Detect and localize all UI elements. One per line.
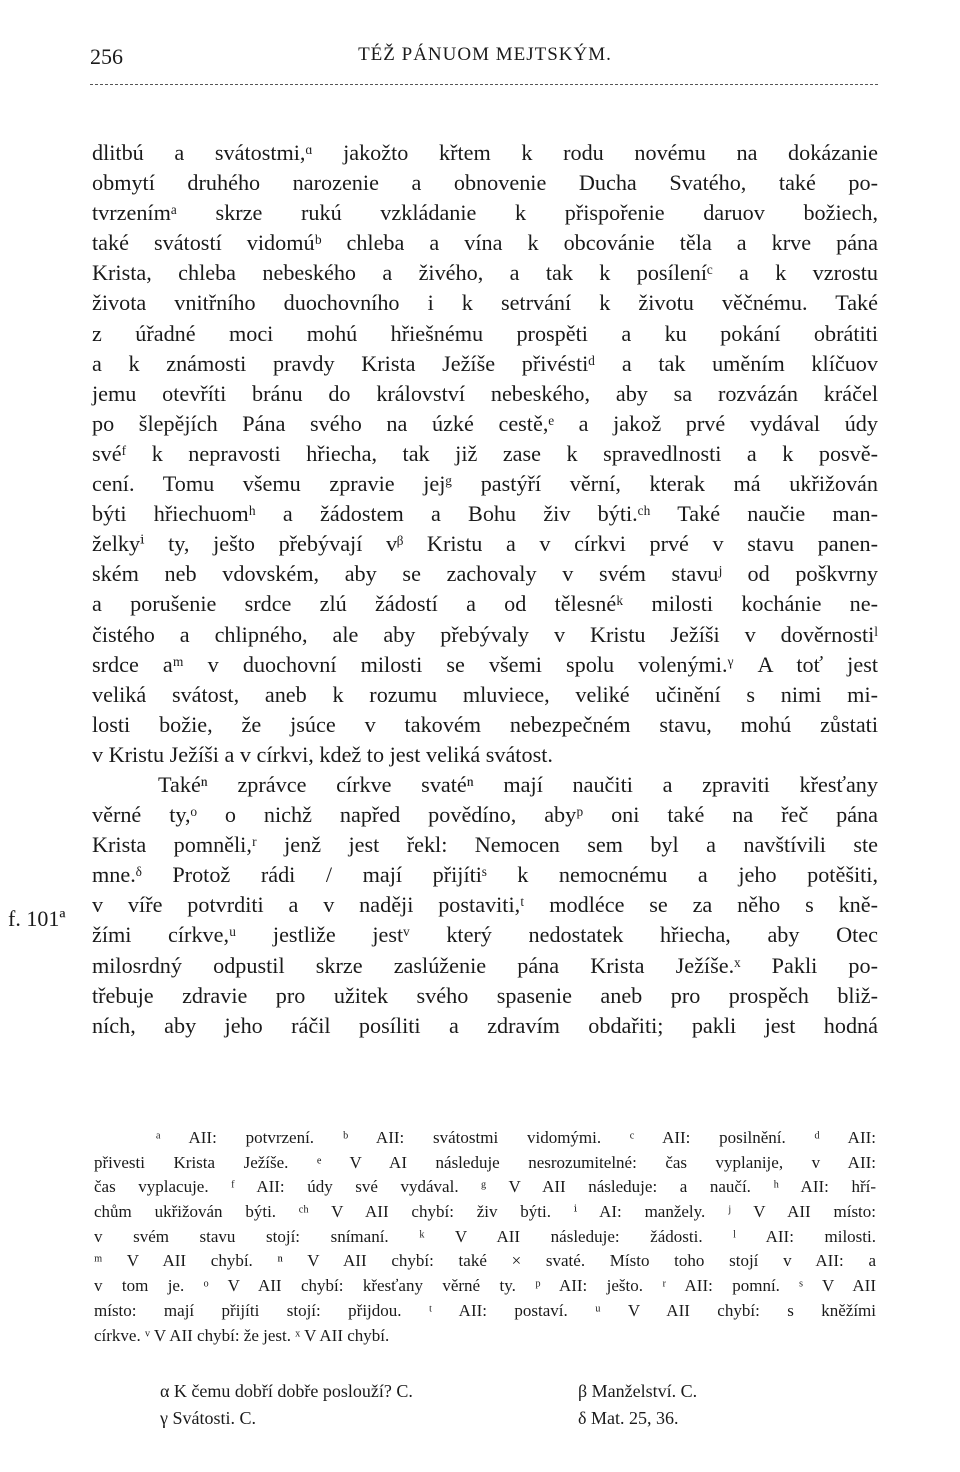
marginal-glosses: [160, 1378, 760, 1432]
footnote-line: ᵐ V AII chybí. ⁿ V AII chybí: také × svaté. Místo toho stojí v AII: a: [94, 1251, 876, 1271]
text-line: také svátostí vidomúᵇ chleba a vína k obcovánie těla a krve pána: [92, 230, 878, 256]
text-line: veliká svátost, aneb k rozumu mluviece, veliké učinění s nimi mi-: [92, 681, 878, 707]
text-line: jemu otevříti bránu do království nebeského, aby sa rozvázán kráčel: [92, 380, 878, 406]
text-line: v Kristu Ježíši a v církvi, kdež to jest veliká svátost.: [92, 741, 553, 767]
text-line: po šlepějích Pána svého na úzké cestě,ᵉ a jakož prvé vydával údy: [92, 410, 878, 436]
text-line: losti božie, že jsúce v takovém nebezpečném stavu, mohú zůstati: [92, 711, 878, 737]
footnote-line: přivesti Krista Ježíše. ᵉ V AI následuje nesrozumitelné: čas vyplanije, v AII:: [94, 1152, 876, 1172]
text-line: Takéⁿ zprávce církve svatéⁿ mají naučiti a zpraviti křesťany: [158, 771, 878, 797]
text-line: a k známosti pravdy Krista Ježíše přivéstiᵈ a tak uměním klíčuov: [92, 350, 878, 376]
text-line: čistého a chlipného, ale aby přebývaly v Kristu Ježíši v dověrnostiˡ: [92, 621, 878, 647]
footnote-line: ᵃ AII: potvrzení. ᵇ AII: svátostmi vidomými. ᶜ AII: posilnění. ᵈ AII:: [156, 1128, 876, 1147]
gloss-row: [160, 1405, 760, 1432]
gloss-alpha: α K čemu dobří dobře poslouží? C.: [160, 1381, 413, 1401]
main-text: [92, 138, 878, 1041]
text-line: věrné ty,ᵒ o nichž napřed povědíno, abyᵖ oni také na řeč pána: [92, 802, 878, 828]
running-title: TÉŽ PÁNUOM MEJTSKÝM.: [358, 44, 612, 65]
gloss-delta: δ Mat. 25, 36.: [578, 1408, 679, 1428]
gloss-beta: β Manželství. C.: [578, 1381, 698, 1401]
text-line: dlitbú a svátostmi,ᵅ jakožto křtem k rodu novému na dokázanie: [92, 140, 878, 165]
text-line: z úřadné moci mohú hřiešnému prospěti a ku pokání obrátiti: [92, 320, 878, 346]
footnote-line: v svém stavu stojí: snímaní. ᵏ V AII následuje: žádosti. ˡ AII: milosti.: [94, 1226, 876, 1246]
page-number: 256: [90, 44, 123, 69]
text-line: obmytí druhého narozenie a obnovenie Ducha Svatého, také po-: [92, 170, 878, 196]
footnote-line: místo: mají přijíti stojí: přijdou. ᵗ AII: postaví. ᵘ V AII chybí: s kněžími: [94, 1300, 876, 1320]
text-line: svéᶠ k nepravosti hřiecha, tak již zase k spravedlnosti a k posvě-: [92, 440, 878, 466]
gloss-row: [160, 1378, 760, 1405]
text-line: tvrzenímᵃ skrze rukú vzkládanie k přispořenie daruov božiech,: [92, 200, 878, 226]
text-line: býti hřiechuomʰ a žádostem a Bohu živ býti.ᶜʰ Také naučie man-: [92, 501, 878, 527]
text-line: cení. Tomu všemu zpravie jejᵍ pastýří věrní, kterak má ukřižován: [92, 471, 878, 497]
text-line: v víře potvrditi a v naději postaviti,ᵗ modléce se za něho s kně-: [92, 892, 878, 918]
footnote-line: církve. ᵛ V AII chybí: že jest. ˣ V AII chybí.: [94, 1325, 390, 1345]
footnote-line: čas vyplacuje. ᶠ AII: údy své vydával. ᵍ V AII následuje: a naučí. ʰ AII: hří-: [94, 1177, 876, 1197]
text-line: želkyⁱ ty, ješto přebývají vᵝ Kristu a v církvi prvé v stavu panen-: [92, 531, 878, 557]
footnote-line: v tom je. ᵒ V AII chybí: křesťany věrné ty. ᵖ AII: ješto. ʳ AII: pomní. ˢ V AII: [94, 1276, 876, 1296]
header-divider: [90, 84, 878, 85]
text-line: milosrdný odpustil skrze zaslúženie pána Krista Ježíše.ˣ Pakli po-: [92, 952, 878, 978]
text-line: života vnitřního duochovního i k setrvání k životu věčnému. Také: [92, 290, 878, 316]
page-header: [90, 44, 880, 74]
text-line: mne.ᵟ Protož rádi / mají přijítiˢ k nemocnému a jeho potěšiti,: [92, 862, 878, 888]
gloss-gamma: γ Svátosti. C.: [160, 1408, 256, 1428]
text-line: ních, aby jeho ráčil posíliti a zdravím obdařiti; pakli jest hodná: [92, 1012, 878, 1038]
text-line: třebuje zdravie pro užitek svého spasenie aneb pro prospěch bliž-: [92, 982, 878, 1008]
text-line: žími církve,ᵘ jestliže jestᵛ který nedostatek hřiecha, aby Otec: [92, 922, 878, 948]
text-line: Krista, chleba nebeského a živého, a tak k posíleníᶜ a k vzrostu: [92, 260, 878, 286]
text-line: ském neb vdovském, aby se zachovaly v svém stavuʲ od poškvrny: [92, 561, 878, 587]
footnote-line: chům ukřižován býti. ᶜʰ V AII chybí: živ býti. ⁱ AI: manžely. ʲ V AII místo:: [94, 1202, 876, 1222]
folio-marginal-note: f. 101ª: [8, 906, 66, 931]
critical-apparatus: [94, 1126, 876, 1348]
text-line: a porušenie srdce zlú žádostí a od tělesnéᵏ milosti kochánie ne-: [92, 591, 878, 617]
text-line: Krista pomněli,ʳ jenž jest řekl: Nemocen sem byl a navštívili ste: [92, 832, 878, 858]
text-line: srdce aᵐ v duochovní milosti se všemi spolu volenými.ᵞ A toť jest: [92, 651, 878, 677]
